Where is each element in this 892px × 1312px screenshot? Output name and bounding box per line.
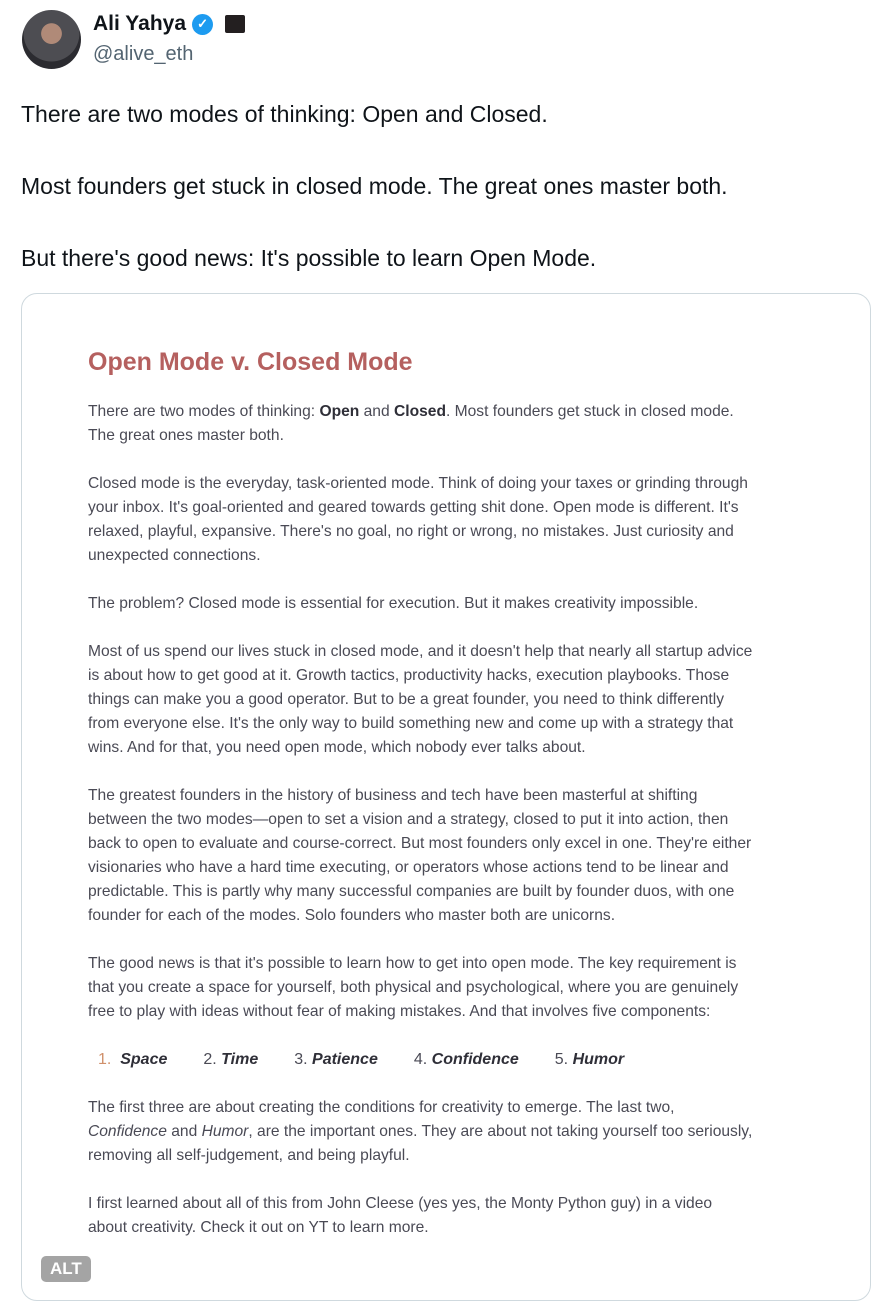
tweet-paragraph: Most founders get stuck in closed mode. The great ones master both. <box>21 173 728 199</box>
text-line: The problem? Closed mode is essential for execution. But it makes creativity impossible. <box>88 595 699 612</box>
text-line: about creativity. Check it out on YT to learn more. <box>88 1219 429 1236</box>
list-item: 5. Humor <box>554 1051 625 1068</box>
list-item: 4. Confidence <box>413 1051 519 1068</box>
text-line: between the two modes—open to set a vision and a strategy, closed to put it into action, then <box>88 811 729 828</box>
components-list <box>98 1048 752 1072</box>
paragraph: The first three are about creating the conditions for creativity to emerge. The last two, Confidence and Humor, are the important ones. They are about not taking yourself too seriously, removing all self-judgement, and being playful. <box>88 1099 753 1164</box>
author-name[interactable]: Ali Yahya <box>93 12 187 35</box>
tweet-paragraph: There are two modes of thinking: Open and Closed. <box>21 101 548 127</box>
text-line: things can make you a good operator. But to be a great founder, you need to think differently <box>88 691 725 708</box>
attached-image[interactable] <box>21 293 871 1301</box>
text-line: predictable. This is partly why many successful companies are built by founder duos, with one <box>88 883 735 900</box>
paragraph <box>88 952 752 1024</box>
list-item: 2. Time <box>203 1051 259 1068</box>
paragraph-intro: There are two modes of thinking: Open and Closed. Most founders get stuck in closed mode. The great ones master both. <box>88 403 734 444</box>
text-line: free to play with ideas without fear of making mistakes. And that involves five components: <box>88 1003 711 1020</box>
paragraph <box>88 640 752 760</box>
text-line: founder for each of the modes. Solo founders who master both are unicorns. <box>88 907 616 924</box>
list-item: 3. Patience <box>294 1051 378 1068</box>
text-line: The greatest founders in the history of business and tech have been masterful at shifting <box>88 787 698 804</box>
paragraph <box>88 472 752 568</box>
alt-text-button[interactable]: ALT <box>41 1256 91 1282</box>
author-handle[interactable]: @alive_eth <box>93 43 194 65</box>
text-line: your inbox. It's goal-oriented and geared towards getting shit done. Open mode is different. It's <box>88 499 739 516</box>
text-line: I first learned about all of this from John Cleese (yes yes, the Monty Python guy) in a video <box>88 1195 713 1212</box>
author-name-row[interactable] <box>93 12 245 36</box>
text-line: is about how to get good at it. Growth tactics, productivity hacks, execution playbooks. Those <box>88 667 730 684</box>
text-line: wins. And for that, you need open mode, which nobody ever talks about. <box>88 739 586 756</box>
paragraph <box>88 784 752 928</box>
document-title: Open Mode v. Closed Mode <box>88 348 413 376</box>
list-item: 1. Space <box>98 1051 168 1068</box>
text-line: Most of us spend our lives stuck in closed mode, and it doesn't help that nearly all startup advice <box>88 643 753 660</box>
text-line: The good news is that it's possible to learn how to get into open mode. The key requirement is <box>88 955 737 972</box>
document-image-content <box>88 350 752 1264</box>
paragraph <box>88 592 752 616</box>
tweet-paragraph: But there's good news: It's possible to learn Open Mode. <box>21 245 597 271</box>
avatar[interactable] <box>22 10 81 69</box>
text-line: Closed mode is the everyday, task-oriented mode. Think of doing your taxes or grinding through <box>88 475 748 492</box>
verified-badge-icon: ✓ <box>192 14 213 35</box>
affiliation-logo-icon[interactable] <box>225 15 245 33</box>
text-line: back to open to evaluate and course-correct. But most founders only excel in one. They're either <box>88 835 752 852</box>
text-line: that you create a space for yourself, both physical and psychological, where you are genuinely <box>88 979 739 996</box>
text-line: unexpected connections. <box>88 547 261 564</box>
tweet-text <box>21 96 728 312</box>
paragraph <box>88 1192 752 1240</box>
text-line: visionaries who have a hard time executing, or operators whose actions tend to be linear and <box>88 859 729 876</box>
text-line: from everyone else. It's the only way to build something new and come up with a strategy that <box>88 715 734 732</box>
text-line: relaxed, playful, expansive. There's no goal, no right or wrong, no mistakes. Just curiosity and <box>88 523 734 540</box>
